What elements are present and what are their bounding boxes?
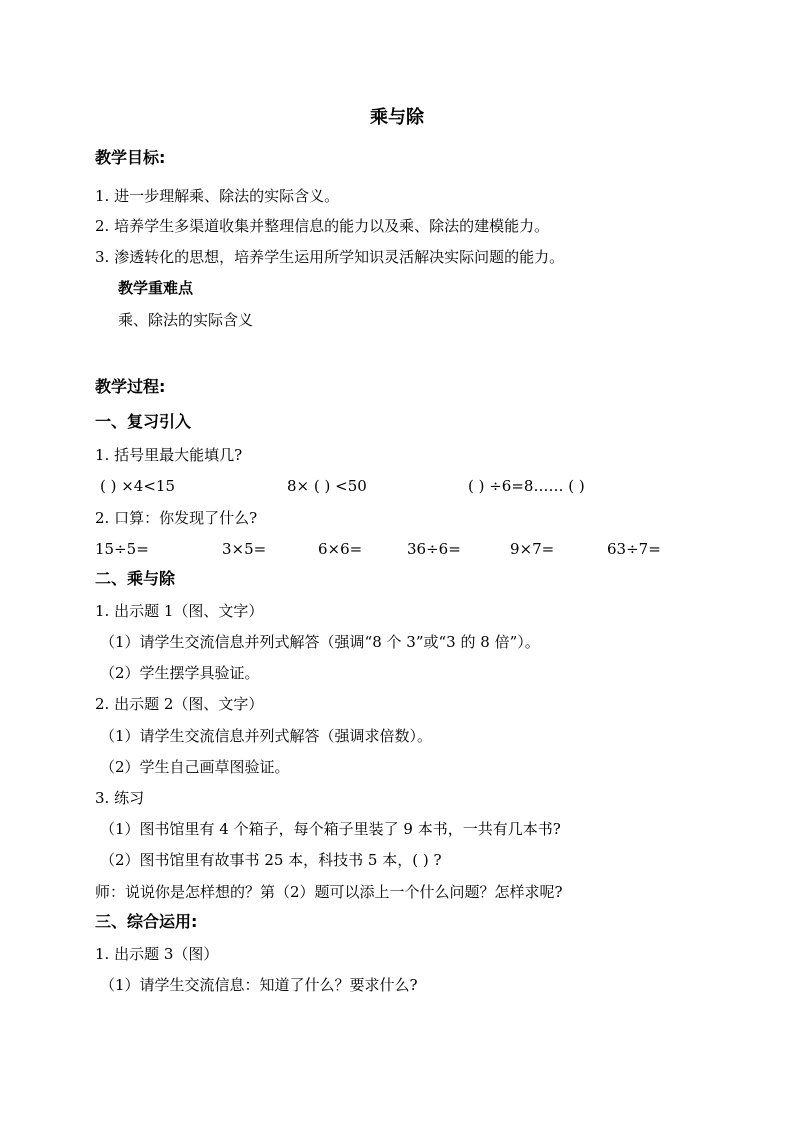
- mental-math-row: [0, 539, 794, 559]
- key-points-heading: 教学重难点: [118, 279, 194, 297]
- mental-math-item-6: 63÷7=: [607, 540, 661, 558]
- document-title: 乘与除: [370, 107, 424, 128]
- section3-heading: 三、综合运用:: [95, 912, 198, 931]
- section2-heading: 二、乘与除: [95, 569, 176, 588]
- mental-math-item-5: 9×7=: [510, 540, 555, 558]
- practice-item-2: （2）图书馆里有故事书 25 本，科技书 5 本，( ) ?: [100, 851, 442, 869]
- task1-title: 1. 出示题 1（图、文字）: [95, 602, 264, 620]
- goal-item-2: 2. 培养学生多渠道收集并整理信息的能力以及乘、除法的建模能力。: [95, 217, 550, 235]
- teacher-remark: 师：说说你是怎样想的？第（2）题可以添上一个什么问题？怎样求呢?: [95, 883, 563, 901]
- fill-blank-row: [0, 476, 794, 496]
- task2-step-1: （1）请学生交流信息并列式解答（强调求倍数）。: [100, 727, 433, 745]
- fill-blank-item-1: ( ) ×4<15: [100, 477, 176, 495]
- mental-math-item-4: 36÷6=: [407, 540, 461, 558]
- fill-blank-item-2: 8× ( ) <50: [287, 477, 367, 495]
- goal-item-3: 3. 渗透转化的思想，培养学生运用所学知识灵活解决实际问题的能力。: [95, 248, 565, 266]
- practice-title: 3. 练习: [95, 789, 145, 807]
- process-heading: 教学过程:: [95, 377, 166, 396]
- task1-step-1: （1）请学生交流信息并列式解答（强调“8 个 3”或“3 的 8 倍”）。: [100, 633, 540, 651]
- mental-math-item-2: 3×5=: [222, 540, 267, 558]
- mental-math-item-3: 6×6=: [318, 540, 363, 558]
- goal-item-1: 1. 进一步理解乘、除法的实际含义。: [95, 187, 340, 205]
- task3-step-1: （1）请学生交流信息：知道了什么？要求什么?: [100, 976, 418, 994]
- review-question-2: 2. 口算：你发现了什么?: [95, 509, 258, 527]
- goals-heading: 教学目标:: [95, 148, 166, 167]
- fill-blank-item-3: ( ) ÷6=8…… ( ): [468, 477, 585, 495]
- key-points-text: 乘、除法的实际含义: [118, 311, 254, 329]
- review-question-1: 1. 括号里最大能填几?: [95, 446, 243, 464]
- section1-heading: 一、复习引入: [95, 412, 192, 431]
- mental-math-item-1: 15÷5=: [95, 540, 149, 558]
- task2-step-2: （2）学生自己画草图验证。: [100, 758, 290, 776]
- task2-title: 2. 出示题 2（图、文字）: [95, 695, 264, 713]
- practice-item-1: （1）图书馆里有 4 个箱子，每个箱子里装了 9 本书，一共有几本书?: [100, 820, 561, 838]
- task1-step-2: （2）学生摆学具验证。: [100, 664, 260, 682]
- task3-title: 1. 出示题 3（图）: [95, 945, 219, 963]
